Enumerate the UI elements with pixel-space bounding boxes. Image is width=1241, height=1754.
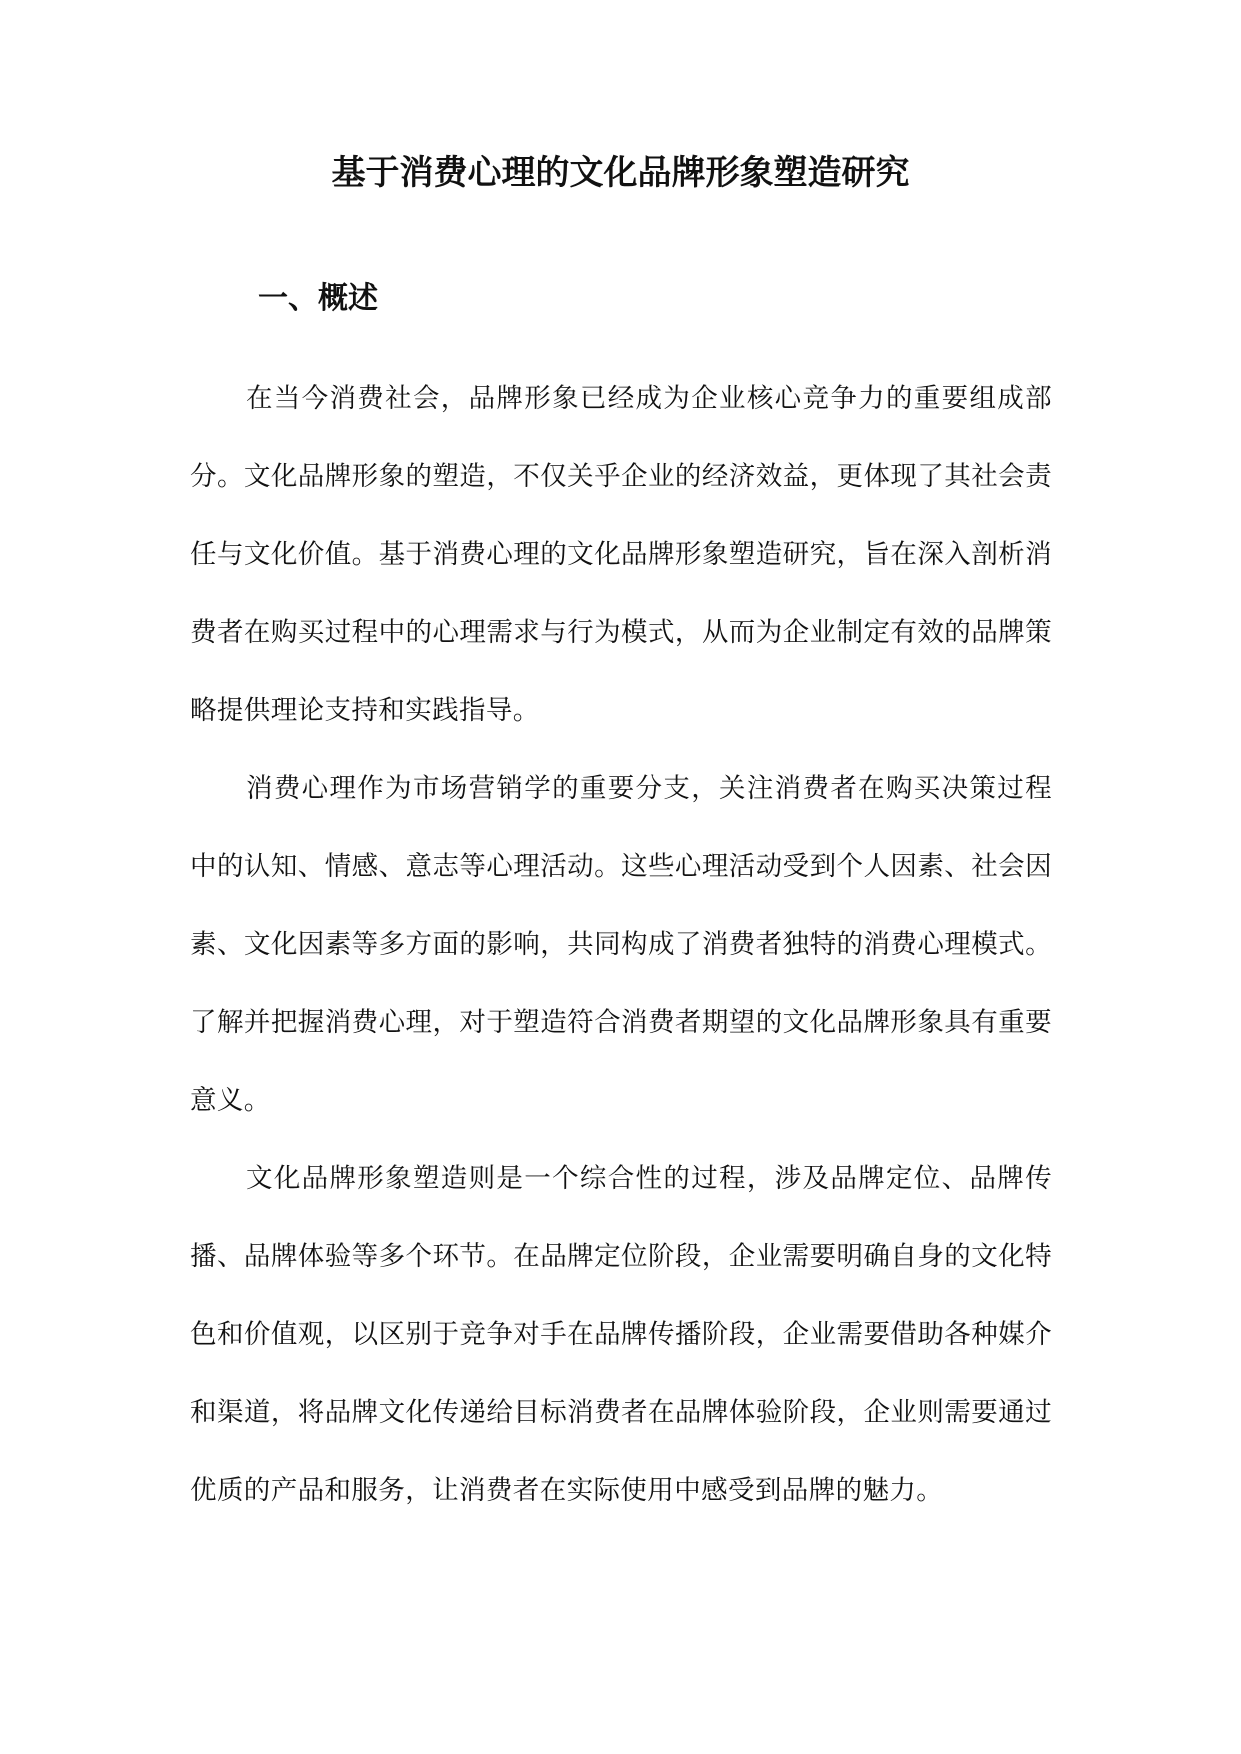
section-heading-overview: 一、概述	[258, 281, 378, 316]
body-text	[190, 360, 1052, 1530]
document-title: 基于消费心理的文化品牌形象塑造研究	[331, 153, 910, 193]
paragraph-2: 消费心理作为市场营销学的重要分支，关注消费者在购买决策过程中的认知、情感、意志等心理活动。这些心理活动受到个人因素、社会因素、文化因素等多方面的影响，共同构成了消费者独特的消费心理模式。了解并把握消费心理，对于塑造符合消费者期望的文化品牌形象具有重要意义。	[190, 773, 1052, 1116]
paragraph-3: 文化品牌形象塑造则是一个综合性的过程，涉及品牌定位、品牌传播、品牌体验等多个环节。在品牌定位阶段，企业需要明确自身的文化特色和价值观，以区别于竞争对手在品牌传播阶段，企业需要借助各种媒介和渠道，将品牌文化传递给目标消费者在品牌体验阶段，企业则需要通过优质的产品和服务，让消费者在实际使用中感受到品牌的魅力。	[190, 1163, 1052, 1506]
paragraph-1: 在当今消费社会，品牌形象已经成为企业核心竞争力的重要组成部分。文化品牌形象的塑造，不仅关乎企业的经济效益，更体现了其社会责任与文化价值。基于消费心理的文化品牌形象塑造研究，旨在深入剖析消费者在购买过程中的心理需求与行为模式，从而为企业制定有效的品牌策略提供理论支持和实践指导。	[190, 383, 1052, 726]
